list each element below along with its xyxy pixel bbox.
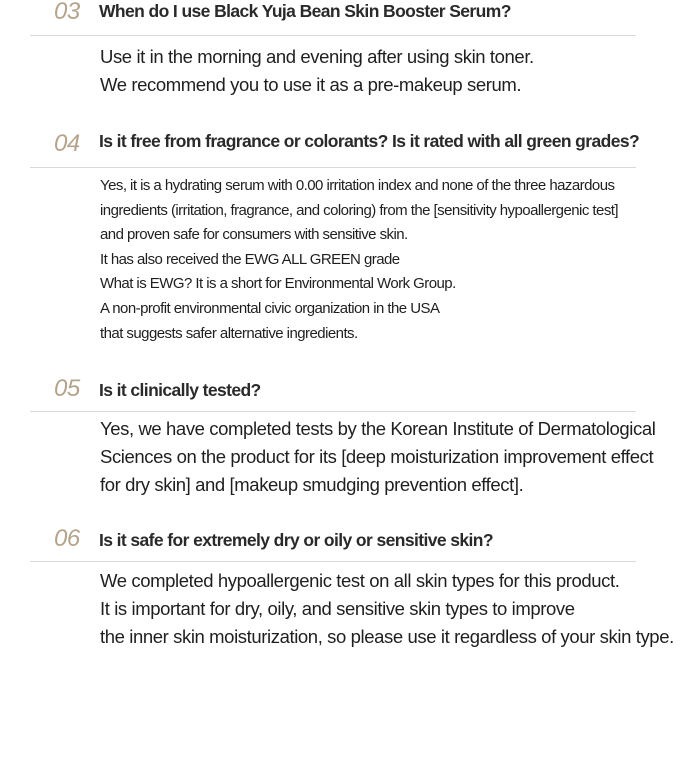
- faq-number: 05: [54, 375, 80, 402]
- faq-answer: [100, 567, 680, 651]
- faq-divider: [30, 167, 636, 168]
- faq-answer-line: What is EWG? It is a short for Environmental Work Group.: [100, 275, 456, 293]
- faq-number: 03: [54, 0, 80, 25]
- faq-answer-line: It has also received the EWG ALL GREEN grade: [100, 250, 400, 268]
- faq-answer-line: that suggests safer alternative ingredients.: [100, 324, 358, 342]
- faq-answer-line: and proven safe for consumers with sensitive skin.: [100, 226, 408, 244]
- faq-question-row: [0, 376, 700, 416]
- faq-answer-line: Yes, it is a hydrating serum with 0.00 irritation index and none of the three hazardous: [100, 177, 615, 194]
- faq-divider: [30, 35, 636, 36]
- faq-question: Is it free from fragrance or colorants? Is it rated with all green grades?: [99, 131, 640, 151]
- faq-answer-line: We completed hypoallergenic test on all skin types for this product.: [100, 570, 620, 591]
- faq-answer: [100, 43, 680, 99]
- faq-answer-line: Use it in the morning and evening after using skin toner.: [100, 46, 534, 67]
- faq-question: Is it clinically tested?: [99, 380, 261, 400]
- faq-divider: [30, 561, 636, 562]
- faq-number: 04: [54, 130, 80, 157]
- faq-answer-line: A non-profit environmental civic organization in the USA: [100, 299, 440, 317]
- faq-question-row: [0, 526, 700, 566]
- faq-answer: [100, 415, 680, 499]
- faq-number: 06: [54, 525, 80, 552]
- faq-answer-line: We recommend you to use it as a pre-makeup serum.: [100, 74, 522, 95]
- faq-answer: [100, 174, 680, 346]
- faq-answer-line: Yes, we have completed tests by the Korean Institute of Dermatological: [100, 418, 656, 439]
- faq-divider: [30, 411, 636, 412]
- faq-answer-line: ingredients (irritation, fragrance, and coloring) from the [sensitivity hypoallergenic test]: [100, 201, 619, 219]
- faq-answer-line: for dry skin] and [makeup smudging prevention effect].: [100, 474, 524, 495]
- faq-question: Is it safe for extremely dry or oily or sensitive skin?: [99, 530, 493, 550]
- faq-question-row: [0, 0, 700, 40]
- faq-answer-line: It is important for dry, oily, and sensitive skin types to improve: [100, 598, 575, 619]
- faq-question: When do I use Black Yuja Bean Skin Booster Serum?: [99, 1, 511, 21]
- faq-question-row: [0, 129, 700, 169]
- faq-answer-line: Sciences on the product for its [deep moisturization improvement effect: [100, 446, 654, 467]
- faq-answer-line: the inner skin moisturization, so please use it regardless of your skin type.: [100, 626, 674, 647]
